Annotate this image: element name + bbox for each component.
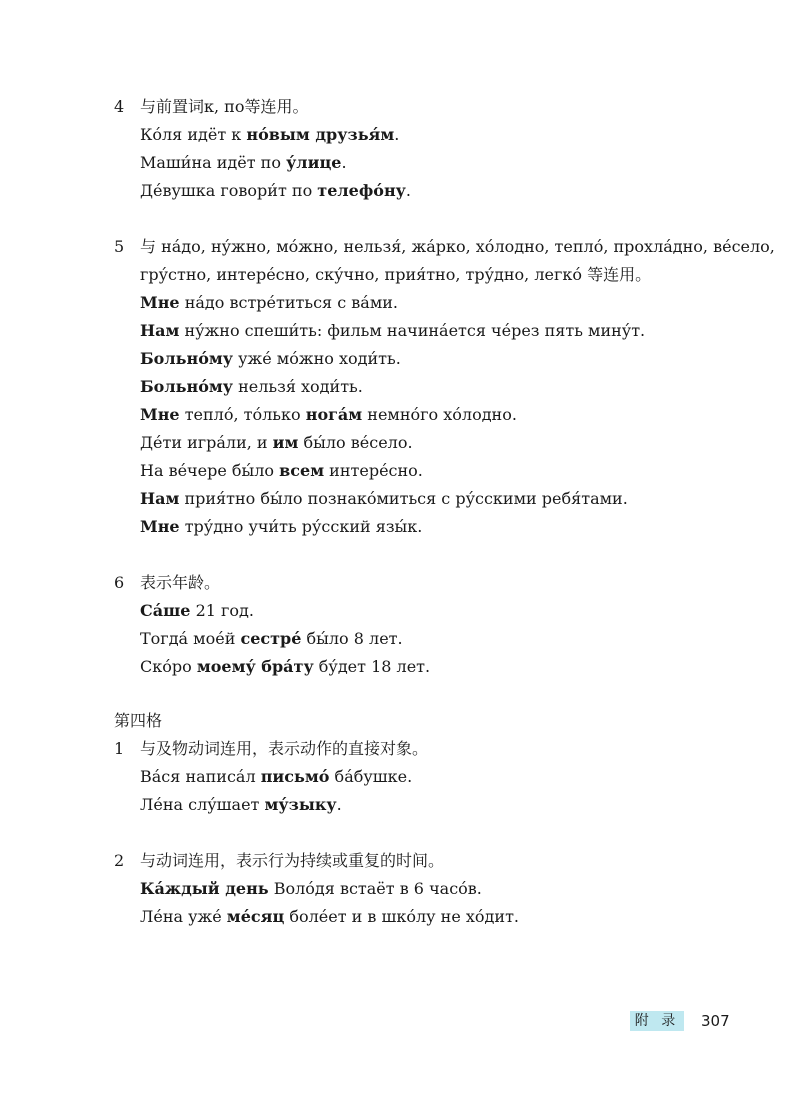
example-text: ба́бушке. (329, 767, 413, 786)
bold-keyword: сестре́ (240, 629, 302, 648)
example-line (140, 517, 422, 537)
section-rule-continued: гру́стно, интере́сно, ску́чно, прия́тно, тру́дно, легко́ 等连用。 (140, 265, 652, 284)
example-text: Тогда́ мое́й (140, 629, 241, 648)
example-line (140, 601, 254, 621)
example-text: . (394, 125, 400, 144)
bold-keyword: телефо́ну (317, 181, 406, 200)
example-text: 21 год. (190, 601, 254, 620)
example-line (140, 181, 411, 201)
bold-keyword: нога́м (305, 405, 363, 424)
bold-keyword: но́вым друзья́м (246, 125, 395, 144)
example-line (140, 657, 430, 677)
example-text: Ва́ся написа́л (140, 767, 261, 786)
bold-keyword: письмо́ (260, 767, 330, 786)
section-number: 5 (114, 237, 125, 256)
example-text: Воло́дя встаёт в 6 часо́в. (268, 879, 482, 898)
section-number: 4 (114, 97, 125, 116)
bold-keyword: Нам (140, 489, 180, 508)
example-line (140, 879, 482, 899)
bold-keyword: Мне (140, 293, 180, 312)
example-text: интере́сно. (324, 461, 423, 480)
bold-keyword: Больно́му (140, 349, 234, 368)
example-text: Де́ти игра́ли, и (140, 433, 273, 452)
example-text: Де́вушка говори́т по (140, 181, 318, 200)
bold-keyword: Нам (140, 321, 180, 340)
bold-keyword: Ка́ждый день (140, 879, 269, 898)
section-rule: 与 на́до, ну́жно, мо́жно, нельзя́, жа́рко, хо́лодно, тепло́, прохла́дно, ве́село, (140, 237, 775, 256)
example-text: боле́ет и в шко́лу не хо́дит. (284, 907, 519, 926)
bold-keyword: моему́ бра́ту (196, 657, 314, 676)
example-text: на́до встре́титься с ва́ми. (179, 293, 399, 312)
section-number: 1 (114, 739, 125, 758)
example-line (140, 405, 517, 425)
example-text: . (336, 795, 342, 814)
example-text: уже́ мо́жно ходи́ть. (233, 349, 401, 368)
example-text: Ле́на уже́ (140, 907, 227, 926)
example-line (140, 349, 401, 369)
bold-keyword: у́лице (286, 153, 342, 172)
example-line (140, 629, 403, 649)
example-text: бы́ло 8 лет. (301, 629, 403, 648)
example-line (140, 125, 399, 145)
section-rule: 与前置词к, по等连用。 (140, 97, 309, 116)
example-text: . (341, 153, 347, 172)
appendix-badge: 附 录 (630, 1011, 684, 1031)
example-text: бы́ло ве́село. (298, 433, 413, 452)
bold-keyword: ме́сяц (226, 907, 285, 926)
section-number: 2 (114, 851, 125, 870)
bold-keyword: Са́ше (140, 601, 191, 620)
example-line (140, 321, 645, 341)
bold-keyword: Мне (140, 517, 180, 536)
example-line (140, 767, 412, 787)
bold-keyword: Больно́му (140, 377, 234, 396)
page-number: 307 (701, 1012, 730, 1030)
example-text: Маши́на идёт по (140, 153, 287, 172)
example-line (140, 461, 423, 481)
example-text: нельзя́ ходи́ть. (233, 377, 363, 396)
example-line (140, 293, 398, 313)
bold-keyword: му́зыку (264, 795, 337, 814)
example-line (140, 377, 363, 397)
example-line (140, 795, 342, 815)
example-text: тепло́, то́лько (179, 405, 306, 424)
example-line (140, 153, 347, 173)
section-number: 6 (114, 573, 125, 592)
example-text: ну́жно спеши́ть: фильм начина́ется че́рез пять мину́т. (179, 321, 646, 340)
example-text: Ко́ля идёт к (140, 125, 247, 144)
bold-keyword: им (272, 433, 299, 452)
example-text: немно́го хо́лодно. (362, 405, 517, 424)
example-text: Ле́на слу́шает (140, 795, 265, 814)
example-text: . (405, 181, 411, 200)
example-line (140, 433, 413, 453)
example-text: Ско́ро (140, 657, 197, 676)
case-heading: 第四格 (114, 711, 163, 730)
example-text: тру́дно учи́ть ру́сский язы́к. (179, 517, 423, 536)
section-rule: 与动词连用，表示行为持续或重复的时间。 (140, 851, 445, 870)
bold-keyword: Мне (140, 405, 180, 424)
section-rule: 与及物动词连用，表示动作的直接对象。 (140, 739, 429, 758)
example-text: прия́тно бы́ло познако́миться с ру́сскими ребя́тами. (179, 489, 628, 508)
example-line (140, 907, 519, 927)
example-text: бу́дет 18 лет. (313, 657, 431, 676)
section-rule: 表示年龄。 (140, 573, 221, 592)
bold-keyword: всем (279, 461, 325, 480)
example-line (140, 489, 628, 509)
example-text: На ве́чере бы́ло (140, 461, 280, 480)
